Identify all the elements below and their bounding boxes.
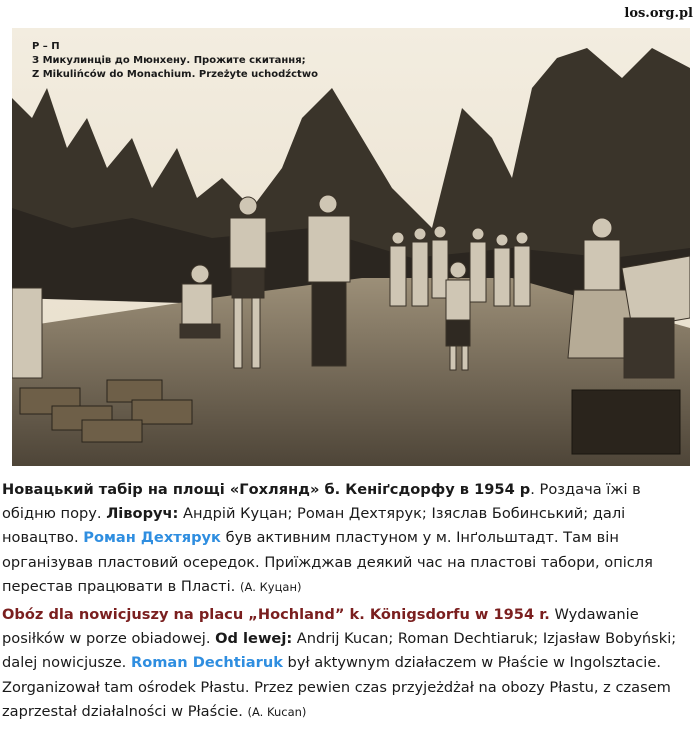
caption-pl-left-label: Od lewej:: [215, 630, 293, 648]
overlay-line-uk: З Микулинців до Мюнхену. Прожите скитання;: [32, 55, 306, 66]
caption-uk-text1: . Роздача їжі в обідню пору.: [2, 481, 641, 523]
caption-pl-text1: Wydawanie posiłków w porze obiadowej.: [2, 606, 639, 648]
caption-uk-text3: був активним пластуном у м. Інґольштадт. Там він організував пластовий осередок. Приїжджав деякий час на пластові табори, опісля перестав працювати в Пласті.: [2, 529, 653, 595]
photo-illustration: [12, 28, 690, 466]
caption-ukrainian: [2, 478, 695, 599]
overlay-label: Р – П: [32, 41, 60, 52]
caption-uk-text2: Андрій Куцан; Роман Дехтярук; Ізяслав Бобинський; далі новацтво.: [2, 505, 626, 547]
photo-overlay-text: [32, 40, 318, 82]
caption-pl-text3: był aktywnym działaczem w Płaście w Ingolsztacie. Zorganizował tam ośrodek Płastu. Przez pewien czas przyjeżdżał na obozy Płastu, z czasem zaprzestał działalności w Płaście.: [2, 654, 671, 720]
caption-uk-title: Новацький табір на площі «Гохлянд» б. Кеніґсдорфу в 1954 р: [2, 481, 531, 498]
caption-pl-title: Obóz dla nowicjuszy na placu „Hochland” k. Königsdorfu w 1954 r.: [2, 606, 550, 623]
caption-pl-source: (A. Kucan): [247, 704, 307, 719]
caption-uk-left-label: Ліворуч:: [106, 505, 179, 523]
overlay-line-pl: Z Mikulińców do Monachium. Przeżyte uchodźctwo: [32, 69, 318, 80]
historical-photo: [12, 28, 690, 466]
caption-pl-text2: Andrij Kucan; Roman Dechtiaruk; Izjasław Bobyński; dalej nowicjusze.: [2, 630, 677, 672]
site-watermark: los.org.pl: [624, 6, 693, 21]
caption-uk-name: Роман Дехтярук: [83, 529, 221, 547]
caption-uk-source: (А. Куцан): [239, 579, 302, 594]
caption-pl-name: Roman Dechtiaruk: [130, 654, 283, 672]
caption-polish: [2, 603, 695, 724]
